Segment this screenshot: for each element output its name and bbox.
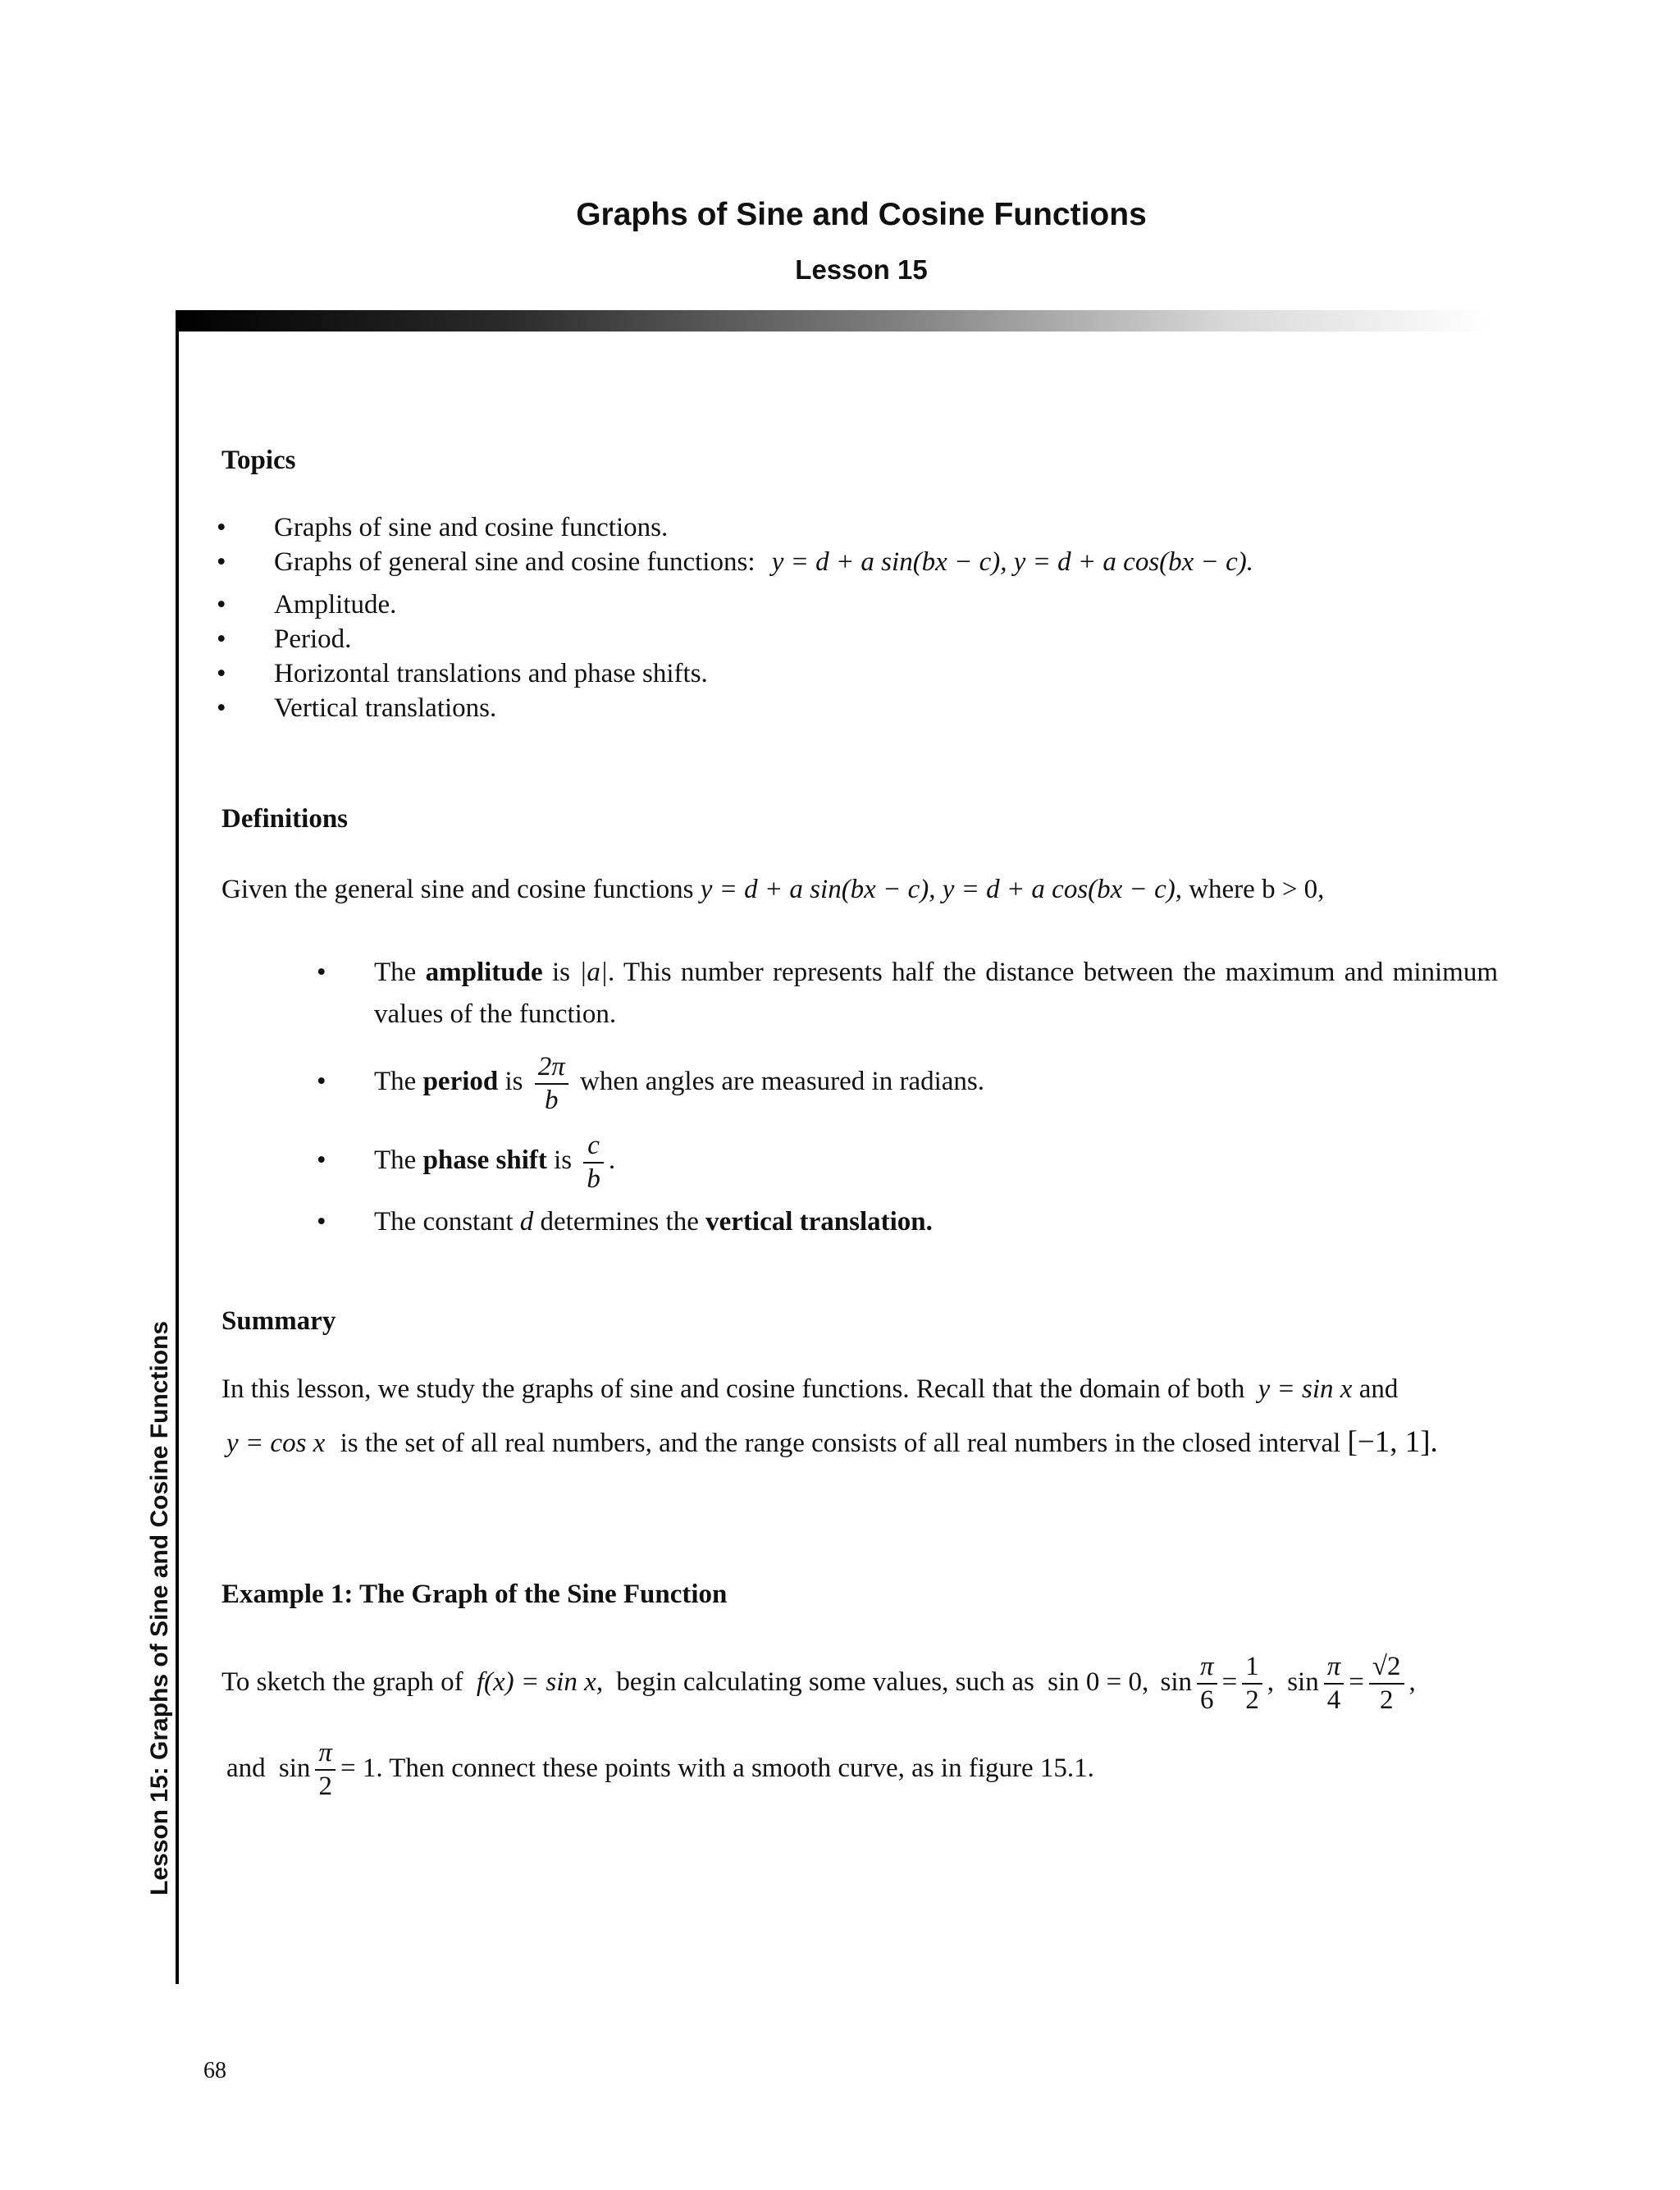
vertical-translation-item: • The constant d determines the vertical translation. [317,1207,933,1237]
definitions-list [317,952,1499,1242]
function-expression: f(x) = sin x, [476,1667,604,1697]
one-half-fraction: $\frac{1}{2}$ [1242,1653,1262,1714]
lesson-subtitle: Lesson 15 [795,254,928,285]
summary-line-2: y = cos x is the set of all real numbers, and the range consists of all real numbers in the closed interval [−1, 1]. [226,1425,1438,1459]
period-fraction: $\frac{2\pi}{b}$ [535,1054,568,1114]
amplitude-value: |a| [579,958,608,987]
example-1-line-1: To sketch the graph of f(x) = sin x, begin calculating some values, such as sin 0 = 0, sin $\frac{\pi}{6}$ = $\frac{1}{2}$ , sin $\frac{\pi}{4}$ = $\frac{√2}{2}$ , [221,1652,1416,1716]
pi-over-2-fraction: $\frac{\pi}{2}$ [315,1740,336,1800]
pi-over-6-fraction: $\frac{\pi}{6}$ [1197,1653,1217,1714]
summary-heading: Summary [221,1306,336,1336]
list-item: • Graphs of general sine and cosine functions: y = d + a sin(bx − c), y = d + a cos(bx − c). [217,547,1253,577]
topics-heading: Topics [221,446,296,475]
period-item: • The period is $\frac{2\pi}{b}$ when angles are measured in radians. [317,1051,985,1115]
phase-shift-fraction: $\frac{c}{b}$ [583,1132,604,1193]
pi-over-4-fraction: $\frac{\pi}{4}$ [1324,1653,1344,1714]
root-2-over-2-fraction: $\frac{√2}{2}$ [1369,1653,1404,1714]
cos-expression: y = cos x [226,1429,326,1458]
page-title: Graphs of Sine and Cosine Functions [576,197,1147,232]
amplitude-item: • The amplitude is |a|. This number represents half the distance between the maximum and minimum values of the function. [317,958,1499,1030]
phase-shift-item: • The phase shift is $\frac{c}{b}$ . [317,1130,616,1194]
topics-list [217,513,1253,728]
interval: [−1, 1]. [1347,1425,1438,1459]
intro-formula: y = d + a sin(bx − c), y = d + a cos(bx − c), [700,875,1182,904]
example-1-line-2: and sin $\frac{\pi}{2}$ = 1. Then connect these points with a smooth curve, as in figure 15.1. [226,1738,1094,1802]
example-1-heading: Example 1: The Graph of the Sine Function [221,1580,728,1609]
definitions-intro: Given the general sine and cosine functions y = d + a sin(bx − c), y = d + a cos(bx − c), where b > 0, [221,875,1325,904]
sidebar-lesson-label: Lesson 15: Graphs of Sine and Cosine Functions [146,1320,173,1896]
sin-expression: y = sin x [1258,1374,1353,1404]
list-item: • Graphs of sine and cosine functions. [217,513,669,542]
general-formula: y = d + a sin(bx − c), y = d + a cos(bx − c). [771,547,1253,577]
list-item: • Horizontal translations and phase shifts. [217,659,708,688]
page-number: 68 [203,2058,226,2083]
list-item: • Vertical translations. [217,693,497,723]
list-item: • Amplitude. [217,590,397,620]
left-margin-rule [176,327,179,1984]
definitions-heading: Definitions [221,804,349,834]
list-item: • Period. [217,624,352,654]
summary-line-1: In this lesson, we study the graphs of sine and cosine functions. Recall that the domain of both y = sin x and [221,1374,1399,1404]
header-gradient-bar [176,310,1488,331]
